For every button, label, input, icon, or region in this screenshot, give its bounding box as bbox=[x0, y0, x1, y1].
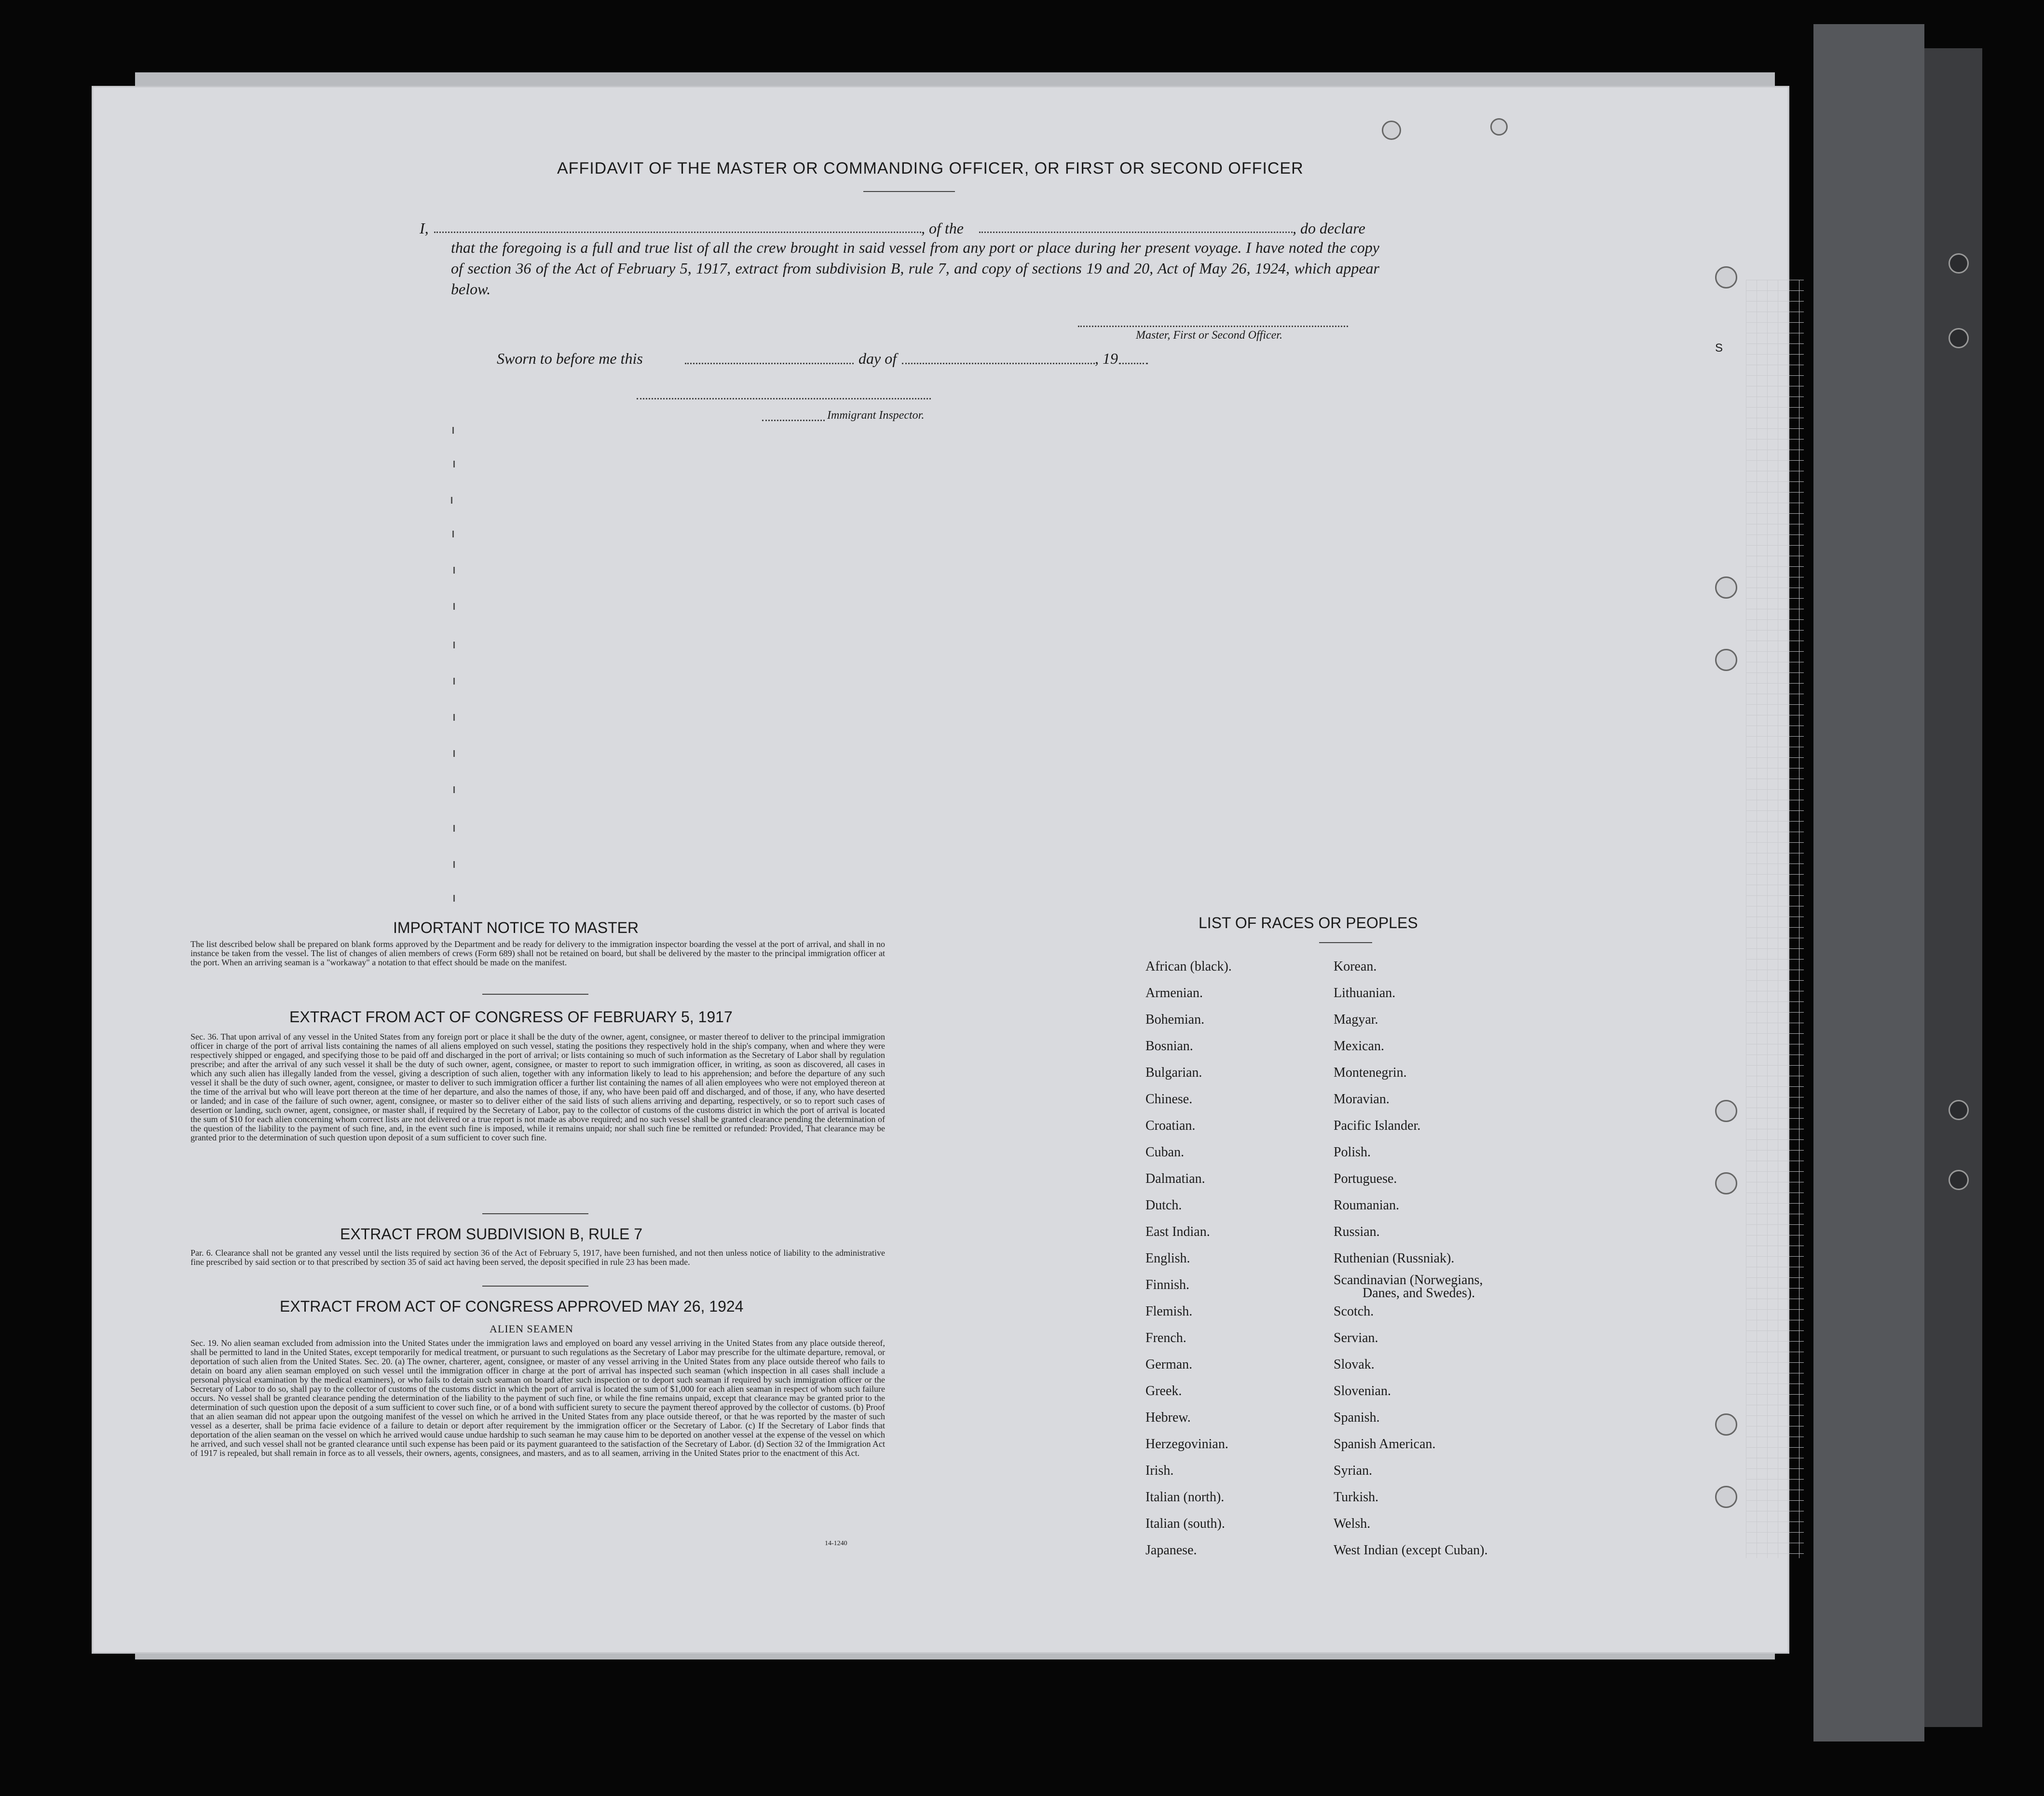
race-item: Lithuanian. bbox=[1334, 986, 1396, 1001]
stray-mark bbox=[452, 427, 454, 434]
sworn-text: Sworn to before me this bbox=[497, 350, 643, 367]
stray-mark bbox=[453, 461, 455, 467]
extract-1924-title: EXTRACT FROM ACT OF CONGRESS APPROVED MAY 26, 1924 bbox=[280, 1298, 744, 1315]
affidavit-body: that the foregoing is a full and true list of all the crew brought in said vessel from any port or place during her present voyage. I have noted the copy of section 36 of the Act of February 5, 1917, extract from subdivision B, rule 7, and copy of sections 19 and 20, Act of May 26, 1924, which appear below. bbox=[451, 239, 1379, 298]
divider bbox=[863, 191, 955, 192]
race-item: Croatian. bbox=[1145, 1118, 1196, 1133]
stray-mark bbox=[453, 642, 455, 648]
margin-mark: S bbox=[1715, 342, 1723, 355]
race-item: Spanish American. bbox=[1334, 1437, 1436, 1452]
form-number: 14-1240 bbox=[825, 1540, 847, 1547]
races-title: LIST OF RACES OR PEOPLES bbox=[1199, 914, 1418, 932]
race-item: Japanese. bbox=[1145, 1543, 1197, 1558]
vessel-blank bbox=[979, 232, 1293, 233]
stray-mark bbox=[453, 895, 455, 902]
binder-hole bbox=[1715, 649, 1737, 671]
race-item: Chinese. bbox=[1145, 1092, 1193, 1107]
affidavit-line1-start: I, bbox=[420, 219, 429, 237]
binder-hole bbox=[1715, 1100, 1737, 1122]
binder-hole bbox=[1949, 253, 1969, 274]
stray-mark bbox=[452, 531, 454, 537]
stray-mark bbox=[453, 825, 455, 832]
stray-mark bbox=[453, 678, 455, 685]
inspector-signature-blank bbox=[637, 398, 931, 399]
stray-mark bbox=[453, 861, 455, 868]
race-item: Dutch. bbox=[1145, 1198, 1182, 1213]
punch-mark bbox=[1490, 118, 1508, 136]
stray-mark bbox=[453, 750, 455, 757]
race-item: Spanish. bbox=[1334, 1410, 1380, 1425]
race-item: Italian (north). bbox=[1145, 1490, 1225, 1505]
binder-hole bbox=[1715, 576, 1737, 599]
day-blank bbox=[685, 363, 854, 364]
signature-label: Master, First or Second Officer. bbox=[1136, 329, 1282, 342]
stray-mark bbox=[453, 567, 455, 574]
race-item: Syrian. bbox=[1334, 1463, 1373, 1478]
inspector-label: Immigrant Inspector. bbox=[827, 409, 925, 422]
inspector-prefix-blank bbox=[762, 420, 825, 421]
stray-mark bbox=[451, 497, 452, 504]
rule7-title: EXTRACT FROM SUBDIVISION B, RULE 7 bbox=[340, 1225, 643, 1243]
race-item: Cuban. bbox=[1145, 1145, 1185, 1160]
ledger-grid-edge bbox=[1746, 280, 1804, 1558]
race-item: Roumanian. bbox=[1334, 1198, 1400, 1213]
race-item: East Indian. bbox=[1145, 1224, 1210, 1239]
race-item: Irish. bbox=[1145, 1463, 1174, 1478]
race-item: African (black). bbox=[1145, 959, 1232, 974]
notice-text: The list described below shall be prepared on blank forms approved by the Department and be ready for delivery to the immigration inspector boarding the vessel at the port of arrival, and shall in no instance be taken from the vessel. The list of changes of alien members of crews (Form 689) shall not be retained on board, but shall be delivered by the master to the principal immigration officer at the port. When an arriving seaman is a "workaway" a notation to that effect should be made on the manifest. bbox=[191, 939, 885, 967]
extract-1917-text: Sec. 36. That upon arrival of any vessel in the United States from any foreign port or place it shall be the duty of the owner, agent, consignee, or master thereof to deliver to the principal immigration officer in charge of the port of arrival lists containing the names of all aliens employed on such vessel, stating the positions they respectively hold in the ship's company, when and where they were respectively shipped or engaged, and specifying those to be paid off and discharged in the port of arrival; or lists containing so much of such information as the Secretary of Labor shall by regulation prescribe; and after the arrival of any such vessel it shall be the duty of such owner, agent, consignee, or master to report to such immigration officer, in writing, as soon as discovered, all cases in which any such alien has illegally landed from the vessel, giving a description of such alien, together with any information likely to lead to his apprehension; and before the departure of any such vessel it shall be the duty of such owner, agent, consignee, or master to deliver to such immigration officer a further list containing the names of all alien employees who were not employed thereon at the time of the arrival but who will leave port thereon at the time of her departure, and also the names of those, if any, who have been paid off and discharged, and of those, if any, who have deserted or landed; and in case of the failure of such owner, agent, consignee, or master so to deliver either of the said lists of such aliens arriving and departing, respectively, or so to report such cases of desertion or landing, such owner, agent, consignee, or master shall, if required by the Secretary of Labor, pay to the collector of customs of the customs district in which the port of arrival is located the sum of $10 for each alien concerning whom correct lists are not delivered or a true report is not made as above required; and no such vessel shall be granted clearance pending the determination of the question of the liability to the payment of such fine, and, in the event such fine is imposed, while it remains unpaid; nor shall such fine be remitted or refunded: Provided, That clearance may be granted prior to the determination of such question upon deposit of a sum sufficient to cover such fine. bbox=[191, 1032, 885, 1142]
name-blank bbox=[434, 232, 921, 233]
race-item: Slovak. bbox=[1334, 1357, 1375, 1372]
race-item: West Indian (except Cuban). bbox=[1334, 1543, 1488, 1558]
notice-title: IMPORTANT NOTICE TO MASTER bbox=[393, 919, 639, 936]
extract-1924-text: Sec. 19. No alien seaman excluded from admission into the United States under the immigration laws and employed on board any vessel arriving in the United States from any place outside thereof, shall be permitted to land in the United States, except temporarily for medical treatment, or pursuant to such regulations as the Secretary of Labor may prescribe for the ultimate departure, removal, or deportation of such alien from the United States. Sec. 20. (a) The owner, charterer, agent, consignee, or master of any vessel arriving in the United States from any place outside thereof who fails to detain on board any alien seaman employed on such vessel until the immigration officer in charge at the port of arrival has inspected such seaman (which inspection in all cases shall include a personal physical examination by the medical examiners), or who fails to detain such seaman on board after such inspection or to deport such seaman if required by such immigration officer or the Secretary of Labor to do so, shall pay to the collector of customs of the customs district in which the port of arrival is located the sum of $1,000 for each alien seaman in respect of whom such failure occurs. No vessel shall be granted clearance pending the determination of the liability to the payment of such fine, or while the fine remains unpaid, except that clearance may be granted prior to the determination of such question upon the deposit of a sum sufficient to cover such fine, or of a bond with sufficient surety to secure the payment thereof approved by the collector of customs. (b) Proof that an alien seaman did not appear upon the outgoing manifest of the vessel on which he arrived in the United States from any place outside thereof, or that he was reported by the master of such vessel as a deserter, shall be prima facie evidence of a failure to detain or deport after requirement by the immigration officer or the Secretary of Labor. (c) If the Secretary of Labor finds that deportation of the alien seaman on the vessel on which he arrived would cause undue hardship to such seaman he may cause him to be deported on another vessel at the expense of the vessel on which he arrived, and such vessel shall not be granted clearance until such expense has been paid or its payment guaranteed to the satisfaction of the Secretary of Labor. (d) Section 32 of the Immigration Act of 1917 is repealed, but shall remain in force as to all vessels, their owners, agents, consignees, and masters, and as to all seamen, arriving in the United States prior to the enactment of this Act. bbox=[191, 1338, 885, 1458]
race-item: Bosnian. bbox=[1145, 1039, 1193, 1054]
signature-blank bbox=[1078, 326, 1348, 327]
adjacent-page-edge bbox=[1813, 24, 1924, 1741]
affidavit-title: AFFIDAVIT OF THE MASTER OR COMMANDING OFFICER, OR FIRST OR SECOND OFFICER bbox=[557, 159, 1304, 178]
race-item: Turkish. bbox=[1334, 1490, 1379, 1505]
race-item: Herzegovinian. bbox=[1145, 1437, 1228, 1452]
race-item: Greek. bbox=[1145, 1384, 1182, 1398]
affidavit-line1-end: , do declare bbox=[1293, 219, 1365, 237]
stray-mark bbox=[453, 714, 455, 721]
binder-hole bbox=[1715, 1413, 1737, 1436]
race-item: Ruthenian (Russniak). bbox=[1334, 1251, 1455, 1266]
extract-1917-title: EXTRACT FROM ACT OF CONGRESS OF FEBRUARY 5, 1917 bbox=[289, 1008, 733, 1026]
race-item: French. bbox=[1145, 1330, 1186, 1345]
divider bbox=[482, 1213, 588, 1214]
race-item: Servian. bbox=[1334, 1330, 1378, 1345]
race-item: Bohemian. bbox=[1145, 1012, 1205, 1027]
month-blank bbox=[902, 363, 1095, 364]
binder-hole bbox=[1715, 266, 1737, 288]
stray-mark bbox=[453, 603, 455, 610]
binder-hole bbox=[1715, 1172, 1737, 1194]
race-item: English. bbox=[1145, 1251, 1190, 1266]
race-item: Korean. bbox=[1334, 959, 1377, 974]
punch-mark bbox=[1382, 121, 1401, 140]
race-item: Welsh. bbox=[1334, 1516, 1371, 1531]
race-item: Montenegrin. bbox=[1334, 1065, 1407, 1080]
binder-edge bbox=[1924, 48, 1982, 1727]
race-item: Flemish. bbox=[1145, 1304, 1193, 1319]
divider bbox=[482, 994, 588, 995]
rule7-text: Par. 6. Clearance shall not be granted any vessel until the lists required by section 36 of the Act of February 5, 1917, have been furnished, and not then unless notice of liability to the administrative fine prescribed by said section or to that prescribed by section 35 of said act having been served, the deposit specified in rule 23 has been made. bbox=[191, 1248, 885, 1267]
race-item: Dalmatian. bbox=[1145, 1171, 1205, 1186]
race-item-continuation: Danes, and Swedes). bbox=[1363, 1286, 1475, 1301]
race-item: Magyar. bbox=[1334, 1012, 1378, 1027]
race-item: Scandinavian (Norwegians, bbox=[1334, 1273, 1483, 1288]
race-item: Armenian. bbox=[1145, 986, 1203, 1001]
stray-mark bbox=[453, 786, 455, 793]
race-item: Pacific Islander. bbox=[1334, 1118, 1421, 1133]
binder-hole bbox=[1949, 1170, 1969, 1190]
race-item: Polish. bbox=[1334, 1145, 1371, 1160]
race-item: Scotch. bbox=[1334, 1304, 1374, 1319]
race-item: German. bbox=[1145, 1357, 1193, 1372]
race-item: Hebrew. bbox=[1145, 1410, 1191, 1425]
sworn-year: , 19 bbox=[1095, 350, 1118, 367]
race-item: Finnish. bbox=[1145, 1277, 1190, 1292]
affidavit-line1-mid: , of the bbox=[921, 219, 964, 237]
sworn-day-of: day of bbox=[858, 350, 897, 367]
year-blank bbox=[1119, 363, 1148, 364]
race-item: Slovenian. bbox=[1334, 1384, 1391, 1398]
race-item: Russian. bbox=[1334, 1224, 1380, 1239]
race-item: Mexican. bbox=[1334, 1039, 1384, 1054]
extract-1924-subtitle: ALIEN SEAMEN bbox=[490, 1323, 573, 1335]
divider bbox=[1319, 942, 1372, 943]
divider bbox=[482, 1286, 588, 1287]
binder-hole bbox=[1715, 1486, 1737, 1508]
race-item: Bulgarian. bbox=[1145, 1065, 1202, 1080]
race-item: Portuguese. bbox=[1334, 1171, 1397, 1186]
binder-hole bbox=[1949, 1100, 1969, 1120]
race-item: Italian (south). bbox=[1145, 1516, 1225, 1531]
race-item: Moravian. bbox=[1334, 1092, 1390, 1107]
binder-hole bbox=[1949, 328, 1969, 348]
